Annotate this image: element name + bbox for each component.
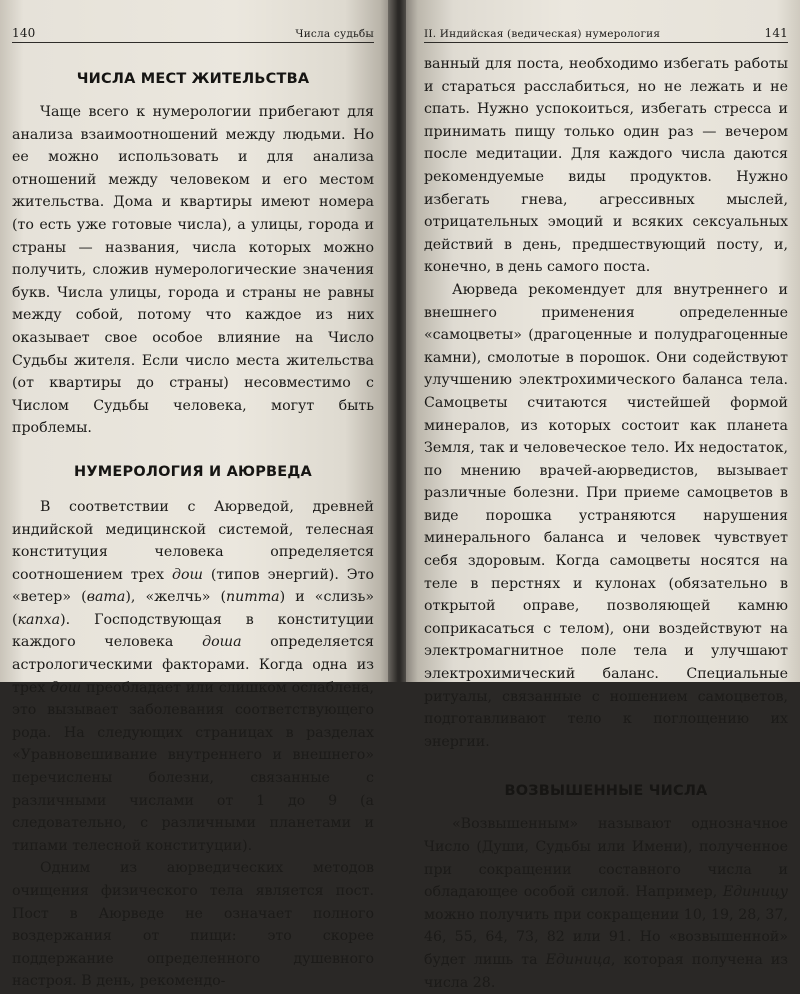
italic-term: вата xyxy=(86,589,126,606)
paragraph-ayurveda-doshas xyxy=(12,496,374,858)
right-running-title: II. Индийская (ведическая) нумерология xyxy=(424,28,661,40)
italic-term: питта xyxy=(225,589,280,606)
text-run: В соответствии с Аюрведой, древней индийской медицинской системой, телесная конституция человека определяется соотношением трех xyxy=(12,498,374,583)
text-run: ) и «слизь» ( xyxy=(12,589,374,628)
left-running-head xyxy=(12,26,374,43)
text-run: «Возвышенным» называют однозначное Число (Души, Судьбы или Имени), полученное при сокращении составного числа и обладающее особой силой. Например, xyxy=(424,816,788,901)
heading-exalted-numbers: ВОЗВЫШЕННЫЕ ЧИСЛА xyxy=(504,783,708,800)
italic-term: доша xyxy=(202,634,242,651)
text-run: преобладает или слишком ослаблена, это вызывает заболевания соответствующего рода. На следующих страницах в разделах «Уравновешивание внутреннего и внешнего» перечислены болезни, связанные с различными числами от 1 до 9 (а следовательно, с различными планетами и типами телесной конституции). xyxy=(12,679,374,854)
paragraph-residence: Чаще всего к нумерологии прибегают для анализа взаимоотношений между людьми. Но ее можно использовать и для анализа отношений между человеком и его местом жительства. Дома и квартиры имеют номера (то есть уже готовые числа), а улицы, города и страны — названия, числа которых можно получить, сложив нумерологические значения букв. Числа улицы, города и страны не равны между собой, потому что каждое из них оказывает свое особое влияние на Число Судьбы жителя. Если число места жительства (от квартиры до страны) несовместимо с Числом Судьбы человека, могут быть проблемы. xyxy=(12,104,374,437)
text-run: можно получить при сокращении 10, 19, 28, 37, 46, 55, 64, 73, 82 или 91. Но «возвышенной» будет лишь та xyxy=(424,906,788,968)
italic-term: Единица xyxy=(545,951,611,968)
right-running-head xyxy=(424,26,788,43)
paragraph-fasting: Одним из аюрведических методов очищения физического тела является пост. Пост в Аюрведе не означает полного воздержания от пищи: это скорее поддержание определенного душевного настроя. В день, рекомендо- xyxy=(12,860,374,990)
text-run: определяется астрологическими факторами. Когда одна из трех xyxy=(12,634,374,696)
text-run: (типов энергий). Это «ветер» ( xyxy=(12,566,374,606)
text-run: ), «желчь» ( xyxy=(125,589,226,606)
text-run: ). Господствующая в конституции каждого человека xyxy=(12,611,374,651)
italic-term: дош xyxy=(171,566,203,583)
italic-term: Единицу xyxy=(722,884,788,901)
italic-term: дош xyxy=(50,679,82,696)
paragraph-gemstones: Аюрведа рекомендует для внутреннего и внешнего применения определенные «самоцветы» (драгоценные и полудрагоценные камни), смолотые в порошок. Они содействуют улучшению электрохимического баланса тела. Самоцветы считаются чистейшей формой минералов, из которых состоит как планета Земля, так и человеческое тело. Их недостаток, по мнению врачей-аюрведистов, вызывает различные болезни. При приеме самоцветов в виде порошка устраняются нарушения минерального баланса и человек чувствует себя здоровым. Когда самоцветы носятся на теле в перстнях и кулонах (обязательно в открытой оправе, позволяющей камню соприкасаться с телом), они воздействуют на электромагнитное поле тела и улучшают электрохимический баланс. Специальные ритуалы, связанные с ношением самоцветов, подготавливают тело к поглощению их энергии. xyxy=(424,281,788,750)
left-running-title: Числа судьбы xyxy=(295,28,374,40)
heading-places-of-residence: ЧИСЛА МЕСТ ЖИТЕЛЬСТВА xyxy=(76,71,310,87)
italic-term: капха xyxy=(17,611,61,628)
left-page-number: 140 xyxy=(12,26,36,40)
left-page xyxy=(0,0,392,990)
text-run: , которая получена из числа 28. xyxy=(424,951,788,991)
paragraph-exalted-numbers xyxy=(424,813,788,994)
paragraph-fasting-continued: ванный для поста, необходимо избегать работы и стараться расслабиться, но не лежать и не спать. Нужно успокоиться, избегать стресса и принимать пищу только один раз — вечером после медитации. Для каждого числа даются рекомендуемые виды продуктов. Нужно избегать гнева, агрессивных мыслей, отрицательных эмоций и всяких сексуальных действий в день, предшествующий посту, и, конечно, в день самого поста. xyxy=(424,56,788,276)
right-page-number: 141 xyxy=(764,26,788,40)
heading-numerology-ayurveda: НУМЕРОЛОГИЯ И АЮРВЕДА xyxy=(74,463,312,480)
right-page xyxy=(406,0,800,991)
